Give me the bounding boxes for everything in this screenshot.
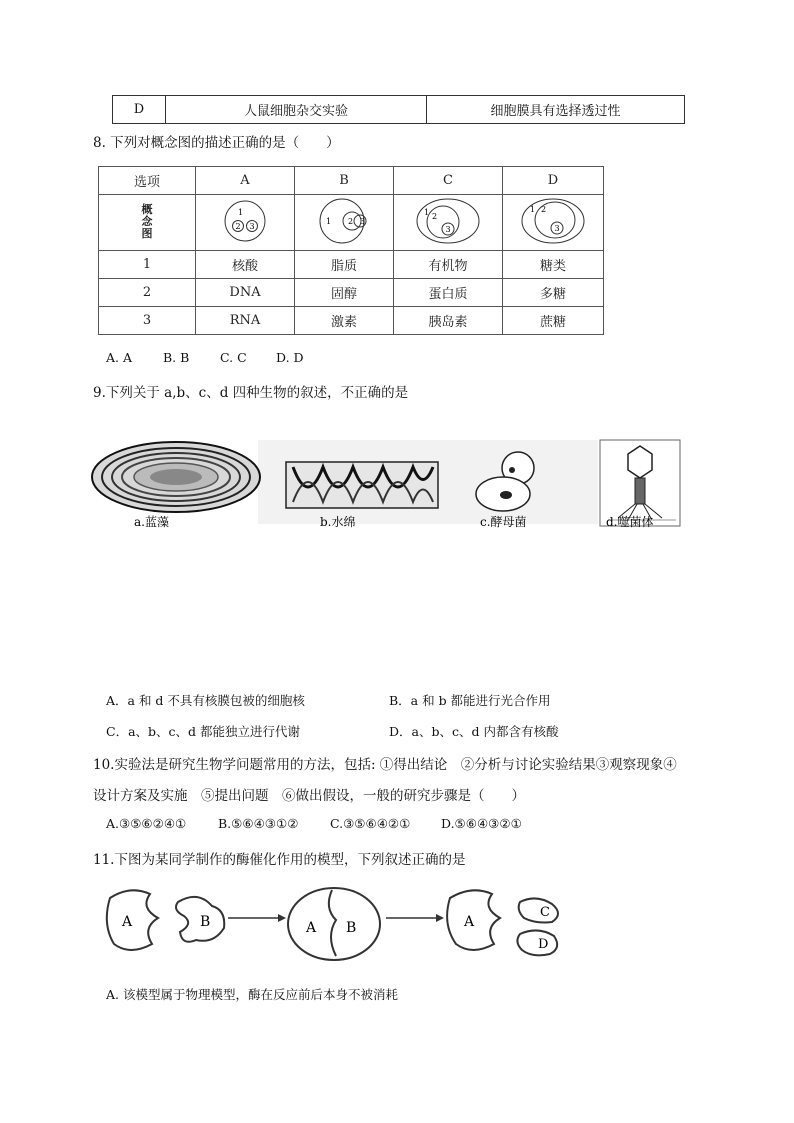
header-cell: C bbox=[394, 167, 503, 195]
table-cell: 糖类 bbox=[503, 251, 604, 279]
caption-c: c.酵母菌 bbox=[480, 515, 527, 529]
circle-number: 3 bbox=[360, 216, 366, 226]
q9-option-d: D．a、b、c、d 内都含有核酸 bbox=[389, 724, 559, 739]
circle-number: 1 bbox=[424, 207, 430, 217]
table-row bbox=[99, 279, 604, 307]
table-cell: 核酸 bbox=[196, 251, 295, 279]
q9-option-c: C．a、b、c、d 都能独立进行代谢 bbox=[106, 724, 300, 739]
header-cell: A bbox=[196, 167, 295, 195]
conclusion-cell: 细胞膜具有选择透过性 bbox=[427, 96, 685, 124]
product-c-shape bbox=[519, 898, 558, 922]
q10-option-a: A.③⑤⑥②④① bbox=[106, 816, 187, 831]
table-cell: 蛋白质 bbox=[394, 279, 503, 307]
row-number: 1 bbox=[99, 251, 196, 279]
enzyme-a-shape bbox=[107, 890, 158, 950]
table-header-row bbox=[99, 167, 604, 195]
q11-option-a: A. 该模型属于物理模型，酶在反应前后本身不被消耗 bbox=[106, 987, 398, 1002]
bacteriophage-image bbox=[600, 440, 680, 526]
table-cell: 脂质 bbox=[295, 251, 394, 279]
circle-number: 2 bbox=[348, 216, 354, 226]
q11-stem: 11.下图为某同学制作的酶催化作用的模型，下列叙述正确的是 bbox=[93, 852, 466, 868]
circle-number: 3 bbox=[249, 221, 255, 231]
table-cell: 胰岛素 bbox=[394, 307, 503, 335]
caption-d: d.噬菌体 bbox=[606, 515, 654, 529]
diagram-c bbox=[394, 195, 503, 251]
table-cell: RNA bbox=[196, 307, 295, 335]
header-cell: B bbox=[295, 167, 394, 195]
q8-option-d: D. D bbox=[276, 350, 304, 365]
table-row bbox=[99, 307, 604, 335]
label-a: A bbox=[122, 914, 133, 930]
header-cell: 选项 bbox=[99, 167, 196, 195]
q10-option-c: C.③⑤⑥④②① bbox=[330, 816, 411, 831]
spirogyra-image bbox=[286, 462, 438, 508]
q9-stem: 9.下列关于 a,b、c、d 四种生物的叙述，不正确的是 bbox=[93, 385, 409, 401]
circle-number: 3 bbox=[554, 223, 560, 233]
circle-number: 1 bbox=[326, 216, 332, 226]
diagram-a bbox=[196, 195, 295, 251]
label-b: B bbox=[200, 914, 211, 930]
q8-stem: 8. 下列对概念图的描述正确的是（ ） bbox=[93, 135, 340, 151]
label-c: C bbox=[540, 905, 550, 920]
concept-diagram-b bbox=[314, 196, 374, 246]
experiment-cell: 人鼠细胞杂交实验 bbox=[166, 96, 427, 124]
q10-line1: 10.实验法是研究生物学问题常用的方法，包括: ①得出结论 ②分析与讨论实验结果③观察现象④ bbox=[93, 757, 677, 773]
table-cell: DNA bbox=[196, 279, 295, 307]
concept-diagram-a bbox=[220, 198, 270, 244]
table-cell: 多糖 bbox=[503, 279, 604, 307]
table-cell: 蔗糖 bbox=[503, 307, 604, 335]
label-a-complex: A bbox=[306, 920, 317, 936]
table-row bbox=[99, 251, 604, 279]
circle-number: 2 bbox=[235, 221, 241, 231]
circle-number: 1 bbox=[530, 204, 536, 214]
circle-number: 3 bbox=[445, 224, 451, 234]
q8-option-c: C. C bbox=[220, 350, 247, 365]
table-cell: 固醇 bbox=[295, 279, 394, 307]
cyanobacteria-image bbox=[92, 442, 260, 512]
diagram-label-cell bbox=[99, 195, 196, 251]
q10-line2: 设计方案及实施 ⑤提出问题 ⑥做出假设，一般的研究步骤是（ ） bbox=[93, 788, 525, 804]
label-d: D bbox=[538, 937, 549, 952]
diagram-label: 概念图 bbox=[141, 203, 153, 240]
label-b-complex: B bbox=[346, 920, 357, 936]
circle-number: 1 bbox=[238, 207, 244, 217]
concept-diagram-d bbox=[520, 196, 586, 246]
row-number: 2 bbox=[99, 279, 196, 307]
row-number: 3 bbox=[99, 307, 196, 335]
table-cell: 有机物 bbox=[394, 251, 503, 279]
label-a-after: A bbox=[464, 914, 475, 930]
experiment-table bbox=[112, 95, 685, 124]
header-cell: D bbox=[503, 167, 604, 195]
enzyme-model-diagram bbox=[100, 880, 570, 970]
q10-option-d: D.⑤⑥④③②① bbox=[441, 816, 522, 831]
circle-number: 2 bbox=[541, 204, 547, 214]
diagram-b bbox=[295, 195, 394, 251]
q9-option-b: B．a 和 b 都能进行光合作用 bbox=[389, 693, 551, 708]
concept-table bbox=[98, 166, 604, 335]
q9-option-a: A．a 和 d 不具有核膜包被的细胞核 bbox=[106, 693, 305, 708]
table-row bbox=[113, 96, 685, 124]
q8-option-b: B. B bbox=[163, 350, 190, 365]
q8-option-a: A. A bbox=[106, 350, 133, 365]
circle-number: 2 bbox=[432, 211, 438, 221]
row-letter: D bbox=[113, 96, 166, 124]
diagram-d bbox=[503, 195, 604, 251]
table-cell: 激素 bbox=[295, 307, 394, 335]
q10-option-b: B.⑤⑥④③①② bbox=[218, 816, 299, 831]
diagram-row bbox=[99, 195, 604, 251]
concept-diagram-c bbox=[415, 196, 481, 246]
caption-a: a.蓝藻 bbox=[134, 515, 169, 529]
organism-images bbox=[88, 432, 690, 532]
caption-b: b.水绵 bbox=[320, 515, 356, 529]
